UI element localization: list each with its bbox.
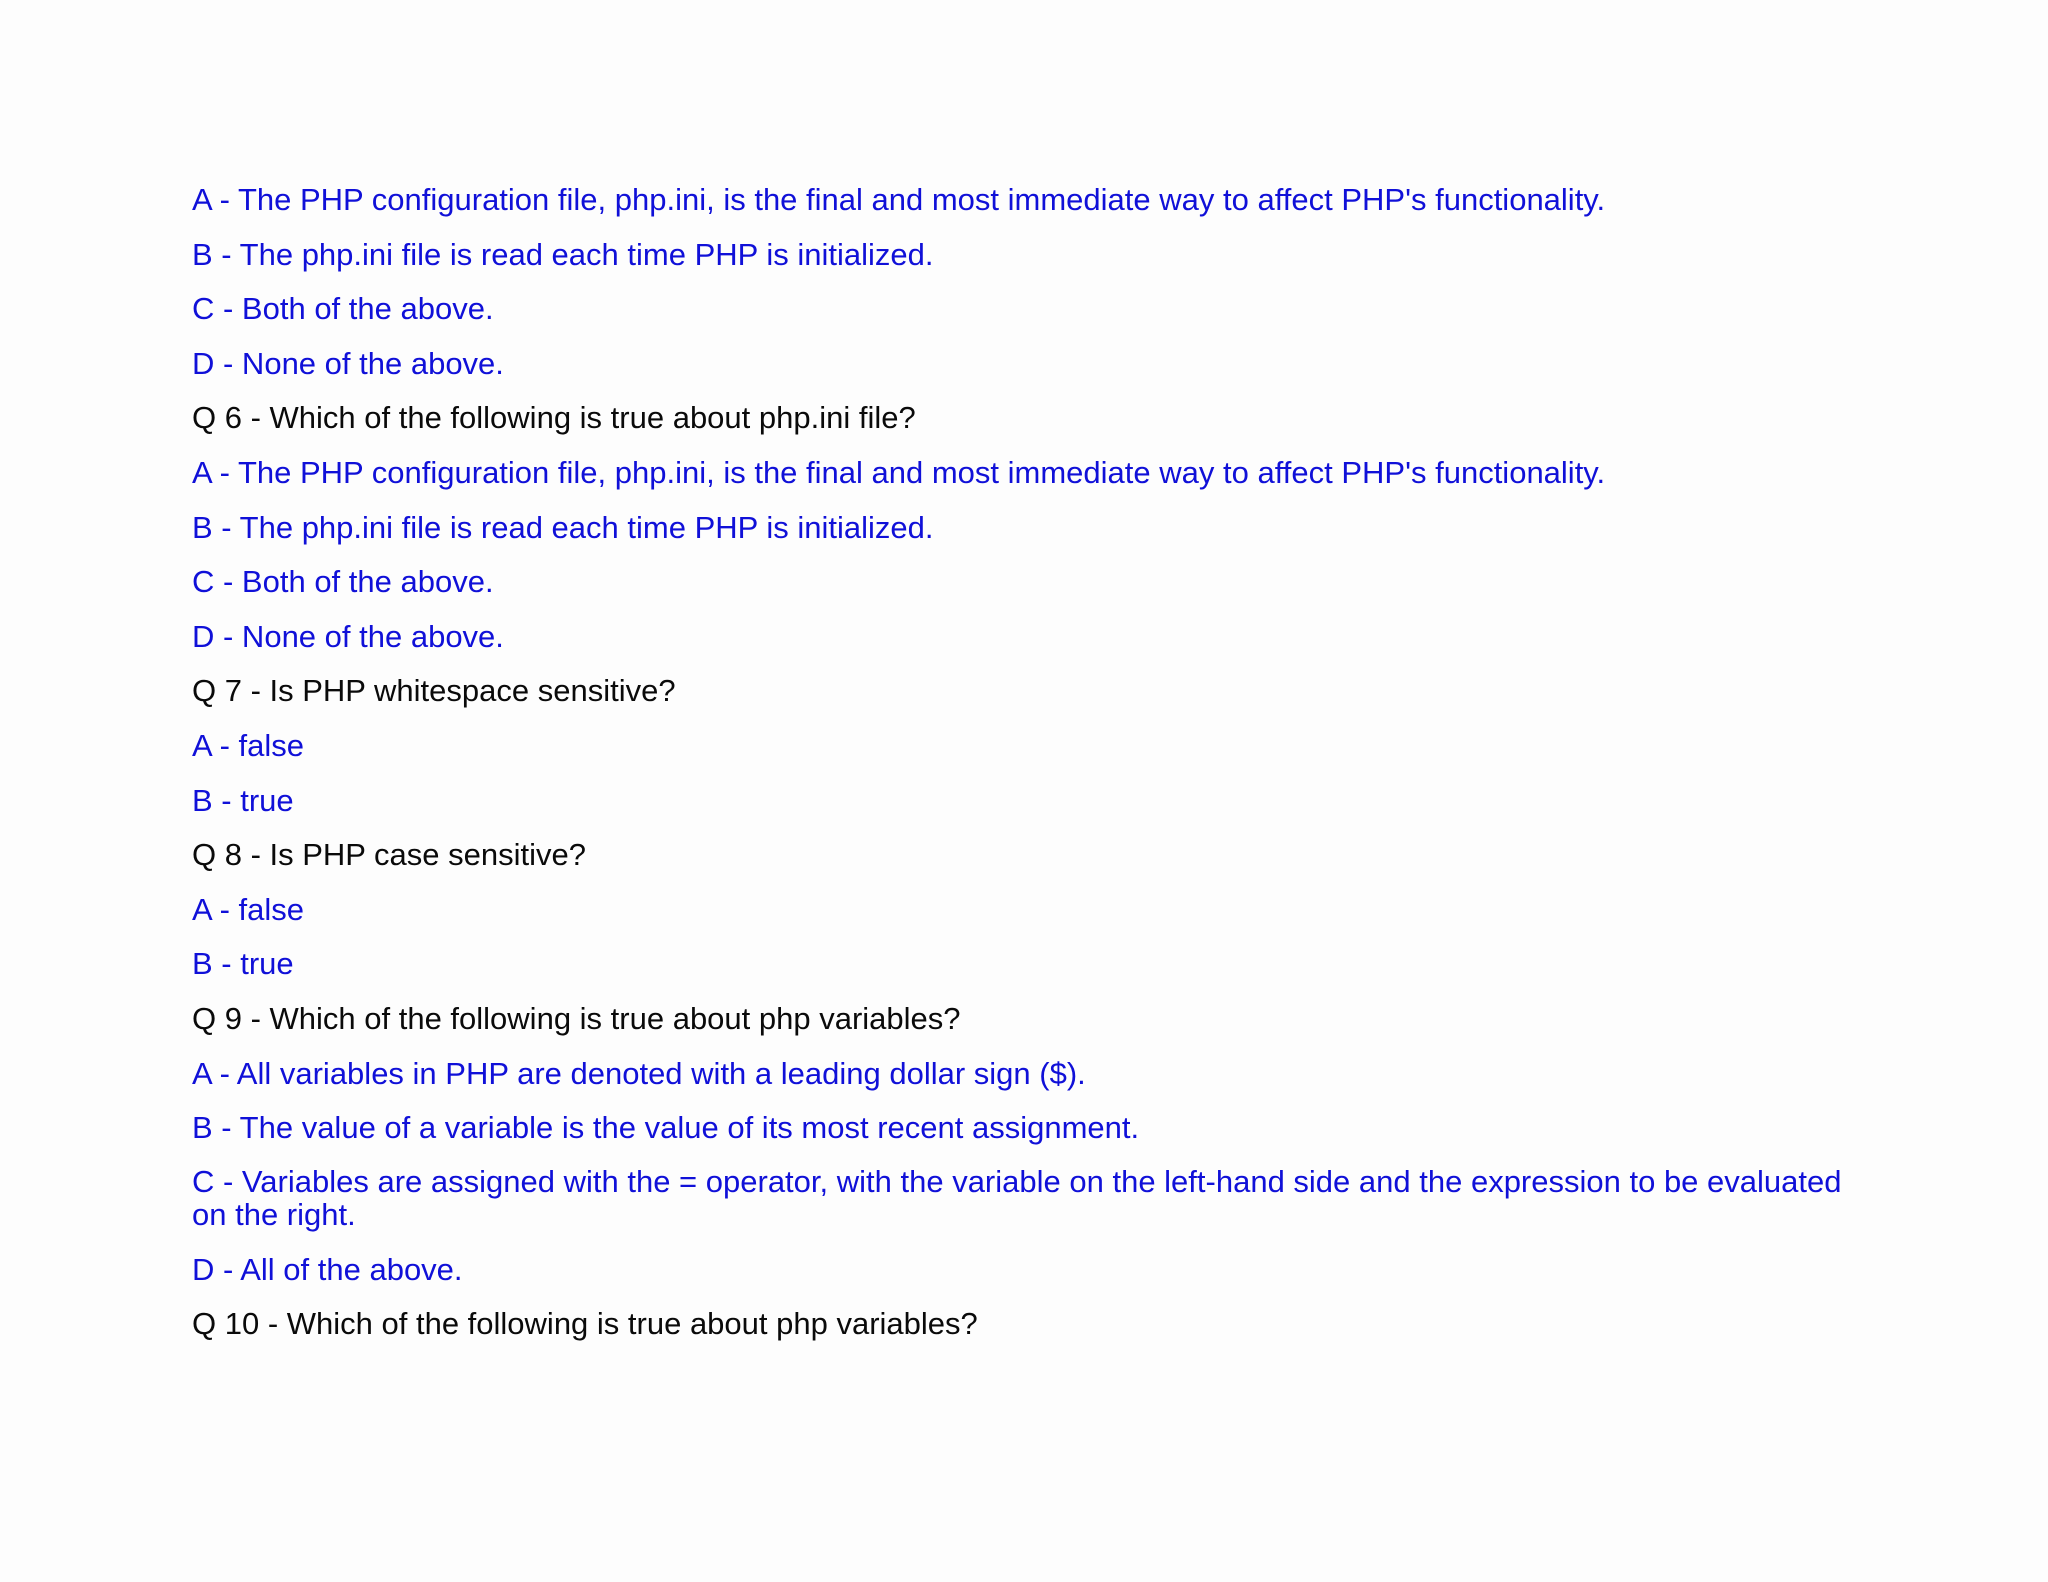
question-heading: Q 10 - Which of the following is true about php variables?: [192, 1306, 978, 1342]
answer-option: D - None of the above.: [192, 618, 504, 654]
answer-option: B - The php.ini file is read each time PHP is initialized.: [192, 509, 934, 545]
answer-option: B - true: [192, 946, 294, 982]
answer-option: A - The PHP configuration file, php.ini, is the final and most immediate way to affect PHP's functionality.: [192, 182, 1606, 217]
question-heading: Q 7 - Is PHP whitespace sensitive?: [192, 673, 676, 709]
answer-option: C - Variables are assigned with the = operator, with the variable on the left-hand side and the expression to be evaluated on the right.: [192, 1163, 1842, 1232]
answer-option: D - None of the above.: [192, 345, 504, 381]
answer-option: A - false: [192, 727, 304, 763]
question-heading: Q 6 - Which of the following is true about php.ini file?: [192, 400, 916, 436]
question-heading: Q 9 - Which of the following is true about php variables?: [192, 1000, 961, 1036]
answer-option: C - Both of the above.: [192, 291, 494, 327]
answer-option: B - true: [192, 782, 294, 818]
question-heading: Q 8 - Is PHP case sensitive?: [192, 837, 586, 873]
answer-option: A - All variables in PHP are denoted with a leading dollar sign ($).: [192, 1055, 1086, 1091]
answer-option: D - All of the above.: [192, 1251, 463, 1287]
answer-option: C - Both of the above.: [192, 564, 494, 600]
answer-option: A - The PHP configuration file, php.ini, is the final and most immediate way to affect PHP's functionality.: [192, 454, 1606, 490]
quiz-content: [192, 182, 1872, 1361]
answer-option: B - The php.ini file is read each time PHP is initialized.: [192, 236, 934, 272]
answer-option: A - false: [192, 891, 304, 927]
answer-option: B - The value of a variable is the value of its most recent assignment.: [192, 1110, 1140, 1146]
